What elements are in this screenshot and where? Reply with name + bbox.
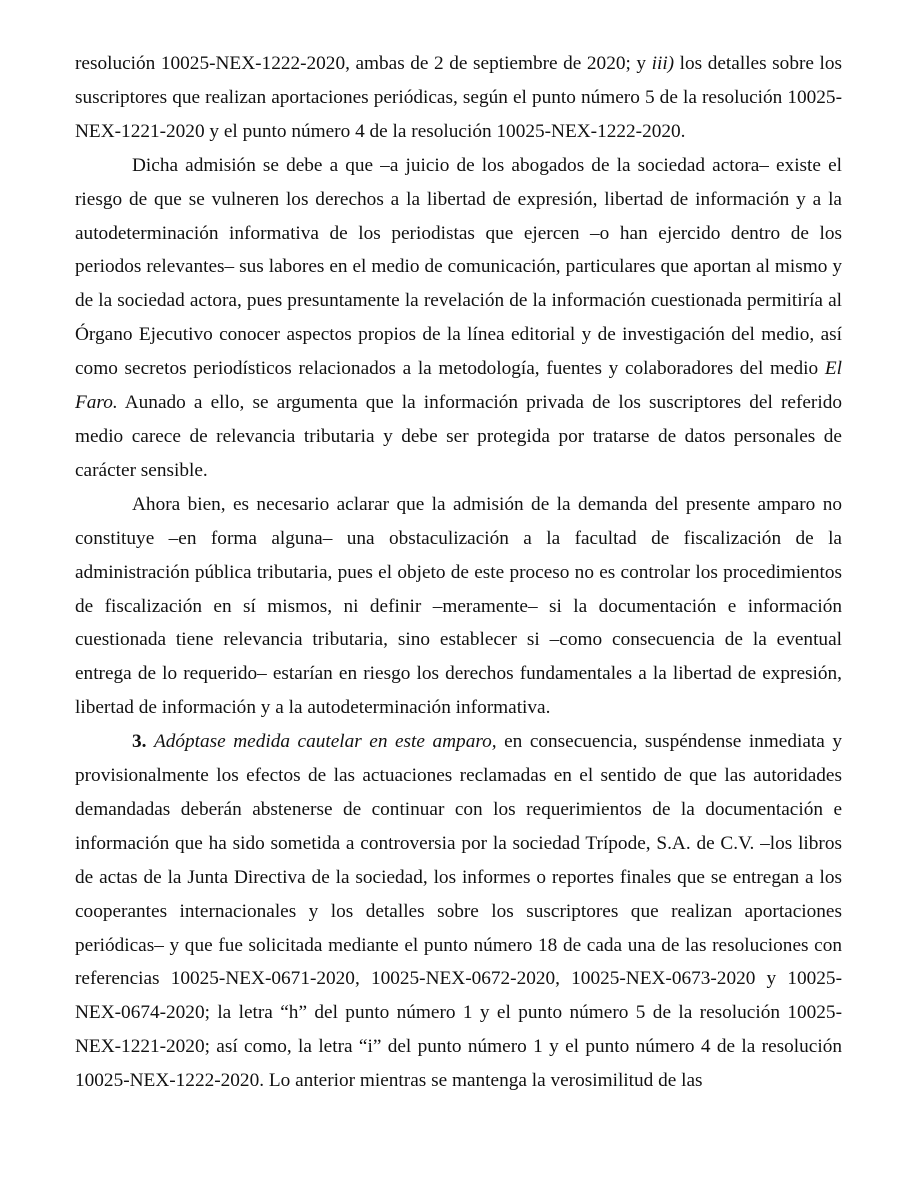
text-segment: Aunado a ello, se argumenta que la información privada de los suscriptores del referido medio carece de relevancia tributaria y debe ser protegida por tratarse de datos personales de carácter sensible. — [75, 392, 842, 481]
paragraph-1 — [75, 47, 842, 149]
text-segment — [146, 731, 154, 752]
text-segment: iii) — [651, 53, 675, 74]
paragraph-4 — [75, 725, 842, 1098]
text-segment: El Faro. — [75, 358, 842, 414]
text-segment: 3. — [132, 731, 147, 753]
text-segment: en consecuencia, suspéndense inmediata y provisionalmente los efectos de las actuaciones reclamadas en el sentido de que las autoridades demandadas deberán abstenerse de continuar con los requerimientos de la documentación e información que ha sido sometida a controversia por la sociedad Trípode, S.A. de C.V. –los libros de actas de la Junta Directiva de la sociedad, los informes o reportes finales que se entregan a los cooperantes internacionales y los detalles sobre los suscriptores que realizan aportaciones periódicas– y que fue solicitada mediante el punto número 18 de cada una de las resoluciones con referencias 10025-NEX-0671-2020, 10025-NEX-0672-2020, 10025-NEX-0673-2020 y 10025-NEX-0674-2020; la letra “h” del punto número 1 y el punto número 5 de la resolución 10025-NEX-1221-2020; así como, la letra “i” del punto número 1 y el punto número 4 de la resolución 10025-NEX-1222-2020. Lo anterior mientras se mantenga la verosimilitud de las — [75, 731, 842, 1092]
document-page — [75, 47, 842, 1098]
text-segment: los detalles sobre los suscriptores que realizan aportaciones periódicas, según el punto número 5 de la resolución 10025-NEX-1221-2020 y el punto número 4 de la resolución 10025-NEX-1222-2020. — [75, 53, 843, 142]
text-segment: Adóptase medida cautelar en este amparo, — [153, 731, 497, 753]
text-segment: resolución 10025-NEX-1222-2020, ambas de 2 de septiembre de 2020; y — [75, 53, 652, 74]
text-segment: Ahora bien, es necesario aclarar que la admisión de la demanda del presente amparo no constituye –en forma alguna– una obstaculización a la facultad de fiscalización de la administración pública tributaria, pues el objeto de este proceso no es controlar los procedimientos de fiscalización en sí mismos, ni definir –meramente– si la documentación e información cuestionada tiene relevancia tributaria, sino establecer si –como consecuencia de la eventual entrega de lo requerido– estarían en riesgo los derechos fundamentales a la libertad de expresión, libertad de información y a la autodeterminación informativa. — [75, 493, 842, 719]
paragraph-2 — [75, 149, 842, 488]
text-segment: Dicha admisión se debe a que –a juicio de los abogados de la sociedad actora– existe el riesgo de que se vulneren los derechos a la libertad de expresión, libertad de información y a la autodeterminación informativa de los periodistas que ejercen –o han ejercido dentro de los periodos relevantes– sus labores en el medio de comunicación, particulares que aportan al mismo y de la sociedad actora, pues presuntamente la revelación de la información cuestionada permitiría al Órgano Ejecutivo conocer aspectos propios de la línea editorial y de investigación del medio, así como secretos periodísticos relacionados a la metodología, fuentes y colaboradores del medio — [75, 154, 842, 380]
paragraph-3 — [75, 488, 842, 725]
